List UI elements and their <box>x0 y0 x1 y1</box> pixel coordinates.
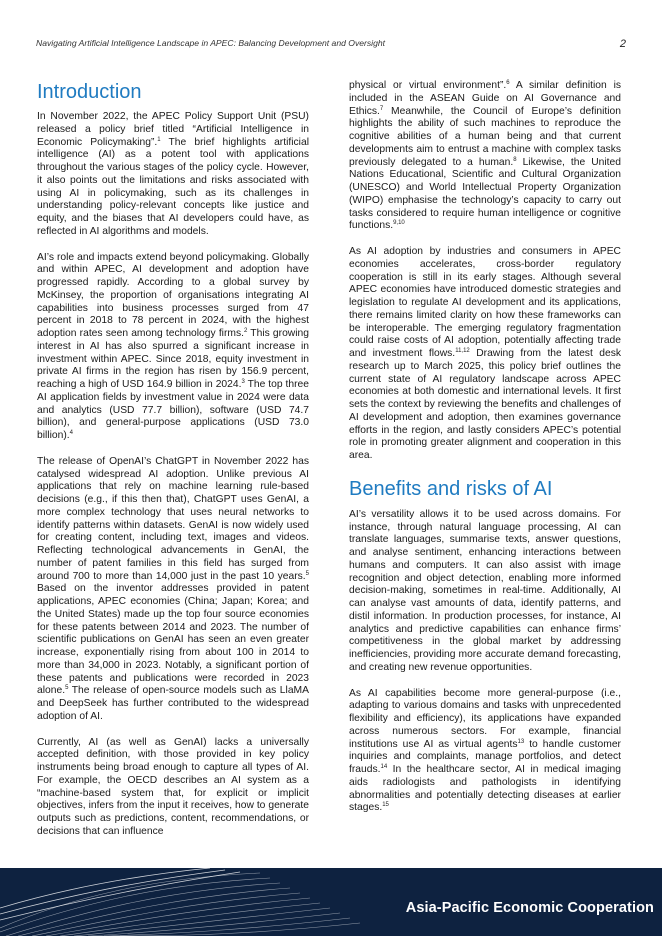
paragraph: AI’s versatility allows it to be used across domains. For instance, through natural language processing, AI can translate languages, summarise texts, answer questions, and analyse sentiment, enhancing interactions between humans and computers. It can also assist with image recognition and object detection, enabling more informed decision-making, sometimes in real-time. Additionally, AI can analyse vast amounts of data, identify patterns, and distil information. In production processes, for instance, AI analytics and predictive capabilities can enhance firms’ competitiveness in the global market by addressing inefficiencies, providing more accurate demand forecasting, and creating new revenue opportunities. <box>349 508 621 673</box>
footnote-ref: 9,10 <box>393 220 405 227</box>
introduction-body <box>37 111 309 839</box>
running-title: Navigating Artificial Intelligence Landscape in APEC: Balancing Development and Oversight <box>36 38 386 48</box>
paragraph: In November 2022, the APEC Policy Support Unit (PSU) released a policy brief titled “Artificial Intelligence in Economic Policymaking”.$^1$ The brief highlights artificial intelligence (AI) as a potent tool with applications throughout the various stages of the policy cycle. However, it also points out the limitations and risks associated with using AI in policymaking, such as its challenges in understanding policy-relevant concepts like justice and equity, and the biases that AI developers could have, as reflected in AI algorithms and models. <box>37 111 309 237</box>
footnote-ref: 1 <box>157 136 161 143</box>
paragraph: The release of OpenAI’s ChatGPT in November 2022 has catalysed widespread AI adoption. Unlike previous AI applications that rely on machine learning rule-based decisions (e.g., if this then that), ChatGPT uses GenAI, a more complex technology that uses neural networks to identify patterns within datasets. GenAI is now widely used for creating content, including text, images and videos. Reflecting technological advancements in GenAI, the number of patent families in this field has surged from around 700 to more than 14,000 just in the past 10 years.$^5$ Based on the inventor addresses provided in patent applications, APEC economies (China; Japan; Korea; and the United States) made up the top four source economies for these patents between 2014 and 2023. The number of scientific publications on GenAI has seen an even greater increase, exponentially rising from about 100 in 2014 to more than 34,000 in 2023. Notably, a significant portion of these patents and publications were recorded in 2023 alone.$^5$ The release of open-source models such as LlaMA and DeepSeek has further contributed to the widespread adoption of AI. <box>37 455 309 722</box>
paragraph: As AI capabilities become more general-purpose (i.e., adapting to various domains and tasks with unprecedented flexibility and efficiency), its applications have expanded across numerous sectors. For example, financial institutions use AI as virtual agents$^{13}$ to handle customer inquiries and complaints, manage portfolios, and detect frauds.$^{14}$ In the healthcare sector, AI in medical imaging aids radiologists and pathologists in identifying abnormalities and potentially detecting diseases at earlier stages.$^{15}$ <box>349 687 621 814</box>
page-header <box>36 38 626 52</box>
footnote-ref: 14 <box>380 764 388 770</box>
footnote-ref: 6 <box>506 80 510 86</box>
organization-name: Asia-Pacific Economic Cooperation <box>405 900 654 916</box>
section-heading-introduction: Introduction <box>37 81 142 103</box>
benefits-body <box>349 509 621 815</box>
paragraph: Currently, AI (as well as GenAI) lacks a universally accepted definition, with those provided in key policy instruments being broad enough to capture all types of AI. For example, the OECD describes an AI system as a “machine-based system that, for explicit or implicit objectives, infers from the input it receives, how to generate outputs such as predictions, content, recommendations, or decisions that can influence <box>37 736 309 837</box>
footnote-ref: 5 <box>305 570 309 577</box>
paragraph: AI’s role and impacts extend beyond policymaking. Globally and within APEC, AI development and adoption have progressed rapidly. According to a global survey by McKinsey, the proportion of organisations integrating AI capabilities into business processes surged from 47 percent in 2018 to 78 percent in 2024, with the highest adoption rates seen among technology firms.$^2$ This growing interest in AI has also spurred a significant increase in investment within APEC. Since 2018, equity investment in private AI firms in the region has risen by 156.9 percent, reaching a high of USD 164.9 billion in 2024.$^3$ The top three AI application fields by investment value in 2024 were data and analytics (USD 77.7 billion), software (USD 74.7 billion), and general-purpose applications (USD 73.0 billion).$^4$ <box>37 251 309 441</box>
section-heading-benefits-and-risks: Benefits and risks of AI <box>349 477 553 500</box>
footnote-ref: 4 <box>69 430 73 436</box>
footnote-ref: 5 <box>65 685 69 692</box>
right-column <box>349 80 621 828</box>
footnote-ref: 11,12 <box>455 348 470 354</box>
paragraph: physical or virtual environment”.$^6$ A similar definition is included in the ASEAN Guide on AI Governance and Ethics.$^7$ Meanwhile, the Council of Europe’s definition highlights the ability of such machines to reproduce the cognitive abilities of a human being and that current developments aim to entrust a machine with complex tasks previously delegated to a human.$^8$ Likewise, the United Nations Educational, Scientific and Cultural Organization (UNESCO) and World Intellectual Property Organization (WIPO) emphasise the technology’s capacity to carry out tasks considered to require human intelligence or cognitive functions.$^{9,10}$ <box>349 80 622 232</box>
left-column <box>37 80 309 852</box>
footnote-ref: 8 <box>513 156 517 163</box>
footnote-ref: 13 <box>517 738 525 745</box>
footnote-ref: 15 <box>382 802 389 809</box>
footer-band <box>0 868 662 936</box>
footnote-ref: 2 <box>243 328 248 334</box>
introduction-continued-body <box>349 80 621 463</box>
footnote-ref: 7 <box>379 105 384 112</box>
page-number: 2 <box>619 38 626 50</box>
paragraph: As AI adoption by industries and consumers in APEC economies accelerates, cross-border regulatory cooperation is still in its early stages. Although several APEC economies have introduced domestic strategies and legislation to regulate AI development and its applications, there remains limited clarity on how these frameworks can be interoperable. The emerging regulatory fragmentation could raise costs of AI adoption, potentially affecting trade and investment flows.$^{11,12}$ Drawing from the latest desk research up to March 2025, this policy brief outlines the current state of AI regulatory landscape across APEC economies at both domestic and international levels. It first sets the context by reviewing the benefits and challenges of AI development and adoption, then examines governance efforts in the region, and lastly considers APEC’s potential role in promoting greater alignment and cooperation in this area. <box>349 246 622 461</box>
footnote-ref: 3 <box>241 379 245 385</box>
